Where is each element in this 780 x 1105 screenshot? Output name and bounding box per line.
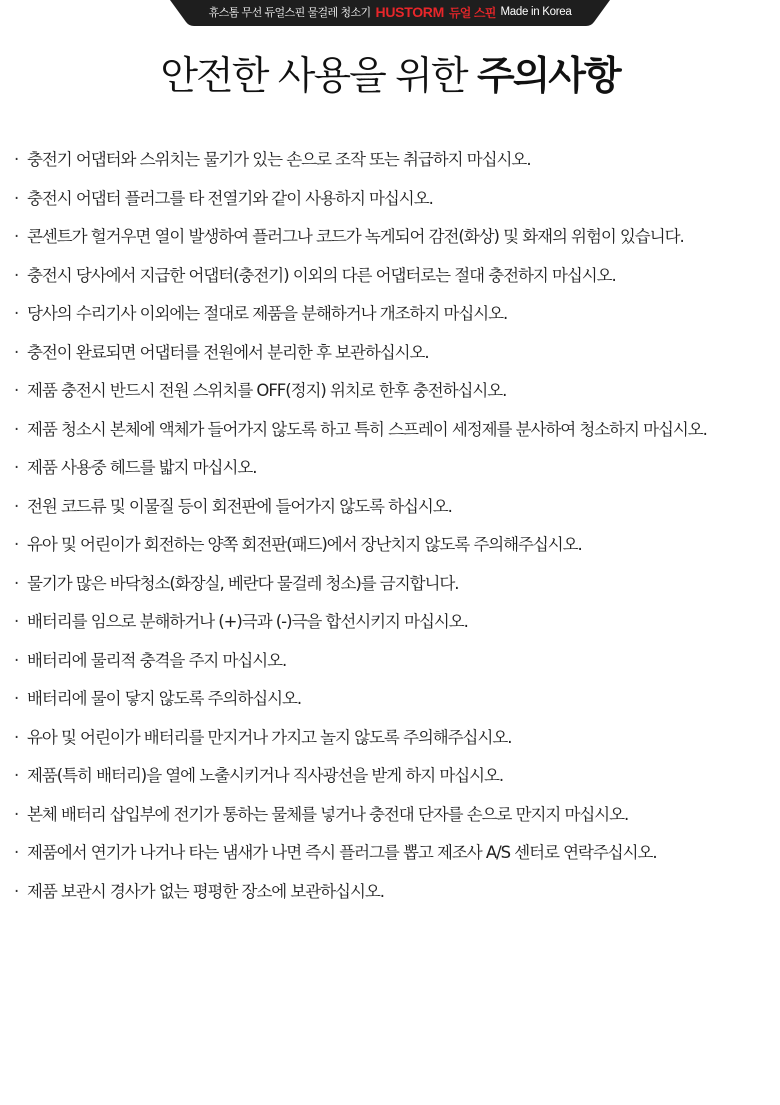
caution-text: 배터리에 물이 닿지 않도록 주의하십시오.	[27, 689, 302, 708]
caution-item	[14, 296, 780, 335]
bullet-mark: ·	[14, 458, 19, 477]
caution-item	[14, 720, 780, 759]
origin-label: Made in Korea	[500, 6, 572, 18]
bullet-mark: ·	[14, 304, 19, 323]
bullet-mark: ·	[14, 612, 19, 631]
bullet-mark: ·	[14, 535, 19, 554]
caution-item	[14, 681, 780, 720]
caution-item	[14, 489, 780, 528]
caution-item	[14, 181, 780, 220]
caution-text: 유아 및 어린이가 배터리를 만지거나 가지고 놀지 않도록 주의해주십시오.	[27, 727, 512, 747]
bullet-mark: ·	[14, 650, 19, 670]
bullet-mark: ·	[14, 265, 19, 285]
caution-text: 제품(특히 배터리)을 열에 노출시키거나 직사광선을 받게 하지 마십시오.	[27, 766, 504, 785]
caution-text: 배터리에 물리적 충격을 주지 마십시오.	[27, 650, 287, 670]
caution-text: 제품 보관시 경사가 없는 평평한 장소에 보관하십시오.	[27, 881, 384, 901]
caution-text: 물기가 많은 바닥청소(화장실, 베란다 물걸레 청소)를 금지합니다.	[27, 573, 459, 593]
caution-item	[14, 835, 780, 874]
caution-text: 충전시 어댑터 플러그를 타 전열기와 같이 사용하지 마십시오.	[27, 188, 433, 208]
caution-item	[14, 335, 780, 374]
caution-text: 전원 코드류 및 이물질 등이 회전판에 들어가지 않도록 하십시오.	[27, 496, 452, 516]
brand-tagline: 듀얼 스핀	[448, 5, 496, 20]
page-title-emphasis: 주의사항	[476, 54, 620, 99]
brand-logo: HUSTORM	[375, 4, 444, 20]
caution-item	[14, 258, 780, 297]
caution-item	[14, 142, 780, 181]
caution-text: 제품 사용중 헤드를 밟지 마십시오.	[27, 458, 257, 477]
caution-item	[14, 643, 780, 682]
bullet-mark: ·	[14, 573, 19, 593]
bullet-mark: ·	[14, 227, 19, 246]
bullet-mark: ·	[14, 496, 19, 516]
caution-text: 콘센트가 헐거우면 열이 발생하여 플러그나 코드가 녹게되어 감전(화상) 및 화재의 위험이 있습니다.	[27, 227, 684, 246]
caution-text: 충전기 어댑터와 스위치는 물기가 있는 손으로 조작 또는 취급하지 마십시오.	[27, 150, 531, 169]
caution-item	[14, 450, 780, 489]
caution-item	[14, 797, 780, 836]
caution-text: 유아 및 어린이가 회전하는 양쪽 회전판(패드)에서 장난치지 않도록 주의해주십시오.	[27, 535, 582, 554]
caution-text: 배터리를 임으로 분해하거나 (+)극과 (-)극을 합선시키지 마십시오.	[27, 612, 468, 631]
bullet-mark: ·	[14, 804, 19, 824]
bullet-mark: ·	[14, 188, 19, 208]
caution-text: 충전이 완료되면 어댑터를 전원에서 분리한 후 보관하십시오.	[27, 342, 429, 362]
caution-item	[14, 604, 780, 643]
caution-text: 본체 배터리 삽입부에 전기가 통하는 물체를 넣거나 충전대 단자를 손으로 만지지 마십시오.	[27, 804, 629, 824]
bullet-mark: ·	[14, 766, 19, 785]
caution-item	[14, 527, 780, 566]
caution-item	[14, 219, 780, 258]
bullet-mark: ·	[14, 881, 19, 901]
bullet-mark: ·	[14, 689, 19, 708]
brand-bar-content	[170, 0, 610, 24]
caution-text: 제품 충전시 반드시 전원 스위치를 OFF(정지) 위치로 한후 충전하십시오.	[27, 381, 507, 400]
caution-item	[14, 566, 780, 605]
bullet-mark: ·	[14, 419, 19, 439]
top-brand-bar	[170, 0, 610, 26]
bullet-mark: ·	[14, 381, 19, 400]
caution-item	[14, 412, 780, 451]
caution-text: 제품 청소시 본체에 액체가 들어가지 않도록 하고 특히 스프레이 세정제를 분사하여 청소하지 마십시오.	[27, 419, 707, 439]
page-title-prefix: 안전한 사용을 위한	[160, 54, 467, 99]
bullet-mark: ·	[14, 843, 19, 862]
caution-list	[14, 142, 780, 912]
bullet-mark: ·	[14, 727, 19, 747]
caution-text: 당사의 수리기사 이외에는 절대로 제품을 분해하거나 개조하지 마십시오.	[27, 304, 508, 323]
bullet-mark: ·	[14, 150, 19, 169]
caution-item	[14, 373, 780, 412]
page-title	[0, 54, 780, 101]
product-name: 휴스톰 무선 듀얼스핀 물걸레 청소기	[208, 6, 371, 19]
caution-text: 충전시 당사에서 지급한 어댑터(충전기) 이외의 다른 어댑터로는 절대 충전하지 마십시오.	[27, 265, 616, 285]
bullet-mark: ·	[14, 342, 19, 362]
caution-item	[14, 758, 780, 797]
caution-text: 제품에서 연기가 나거나 타는 냄새가 나면 즉시 플러그를 뽑고 제조사 A/S 센터로 연락주십시오.	[27, 843, 657, 862]
caution-item	[14, 874, 780, 913]
